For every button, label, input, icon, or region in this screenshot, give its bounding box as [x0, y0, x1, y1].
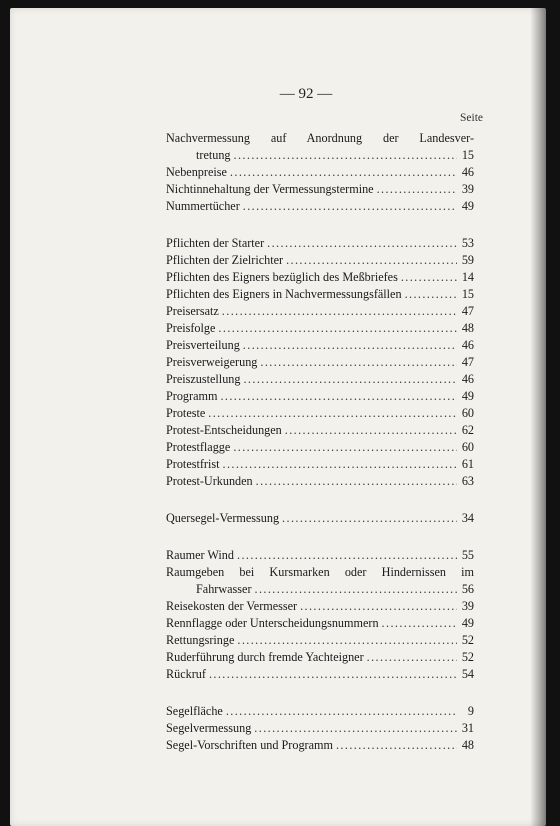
dot-leader: [300, 598, 457, 615]
entry-term: Raumer Wind: [166, 548, 234, 562]
index-entry: [166, 371, 474, 388]
entry-page-number: 9: [467, 704, 474, 718]
entry-page-number: 48: [461, 738, 474, 752]
index-entry-line: [166, 371, 474, 388]
index-entry: [166, 235, 474, 252]
entry-page-number: 52: [461, 650, 474, 664]
dot-leader: [243, 198, 457, 215]
entry-page-number: 46: [461, 338, 474, 352]
entry-term: Pflichten der Starter: [166, 236, 265, 250]
dot-leader: [243, 337, 457, 354]
dot-leader: [377, 181, 457, 198]
entry-page-number: 31: [461, 721, 474, 735]
entry-page-number: 15: [461, 287, 474, 301]
entry-term: Segel-Vorschriften und Programm: [166, 738, 333, 752]
entry-term: Pflichten der Zielrichter: [166, 253, 284, 267]
entry-term: Rennflagge oder Unterscheidungsnummern: [166, 616, 379, 630]
dot-leader: [286, 252, 457, 269]
index-list: [166, 130, 474, 754]
index-entry: [166, 286, 474, 303]
section-gap: [166, 527, 474, 547]
entry-term: Segelvermessung: [166, 721, 252, 735]
dot-leader: [336, 737, 457, 754]
entry-term: Protest-Urkunden: [166, 474, 253, 488]
index-section: [166, 547, 474, 683]
index-entry: [166, 130, 474, 164]
index-entry-line: [166, 473, 474, 490]
dot-leader: [401, 269, 457, 286]
entry-page-number: 49: [461, 616, 474, 630]
index-entry: [166, 320, 474, 337]
index-entry-line: [166, 439, 474, 456]
entry-page-number: 49: [461, 389, 474, 403]
column-header-seite: Seite: [460, 112, 483, 124]
page-edge-shadow: [530, 8, 546, 826]
dot-leader: [255, 581, 457, 598]
entry-term: Rückruf: [166, 667, 206, 681]
entry-term: Quersegel-Vermessung: [166, 511, 280, 525]
dot-leader: [226, 703, 457, 720]
index-entry: [166, 252, 474, 269]
dot-leader: [237, 547, 457, 564]
index-entry-line: [166, 456, 474, 473]
entry-term: Nebenpreise: [166, 165, 227, 179]
dot-leader: [243, 371, 457, 388]
entry-term: Preisverteilung: [166, 338, 240, 352]
dot-leader: [405, 286, 457, 303]
entry-term: Nichtinnehaltung der Vermessungstermine: [166, 182, 374, 196]
entry-page-number: 55: [461, 548, 474, 562]
entry-page-number: 15: [461, 148, 474, 162]
entry-term: Programm: [166, 389, 218, 403]
dot-leader: [218, 320, 457, 337]
entry-page-number: 14: [461, 270, 474, 284]
index-entry: [166, 473, 474, 490]
dot-leader: [234, 147, 457, 164]
dot-leader: [267, 235, 457, 252]
index-entry-line: [166, 320, 474, 337]
entry-term: Preisfolge: [166, 321, 216, 335]
index-entry-line: [166, 510, 474, 527]
index-entry: [166, 737, 474, 754]
entry-term: Proteste: [166, 406, 206, 420]
index-entry: [166, 439, 474, 456]
entry-page-number: 63: [461, 474, 474, 488]
index-entry-line: [166, 354, 474, 371]
index-entry-continuation: [166, 147, 474, 164]
index-entry-line: [166, 252, 474, 269]
index-entry: [166, 510, 474, 527]
entry-term: Protest-Entscheidungen: [166, 423, 282, 437]
index-entry-line: [166, 720, 474, 737]
index-entry-line: [166, 649, 474, 666]
index-entry: [166, 720, 474, 737]
dot-leader: [209, 666, 457, 683]
dot-leader: [382, 615, 457, 632]
entry-page-number: 62: [461, 423, 474, 437]
dot-leader: [222, 303, 457, 320]
dot-leader: [208, 405, 457, 422]
entry-page-number: 61: [461, 457, 474, 471]
dot-leader: [233, 439, 457, 456]
entry-term: Nachvermessung auf Anordnung der Landesver-: [166, 131, 474, 145]
index-entry: [166, 703, 474, 720]
index-entry-line: [166, 598, 474, 615]
index-entry: [166, 632, 474, 649]
dot-leader: [237, 632, 457, 649]
entry-page-number: 39: [461, 599, 474, 613]
index-entry-line: [166, 198, 474, 215]
entry-term: Preisersatz: [166, 304, 219, 318]
entry-term: Pflichten des Eigners bezüglich des Meßbriefes: [166, 270, 398, 284]
index-entry: [166, 269, 474, 286]
index-entry-line: [166, 632, 474, 649]
index-section: [166, 703, 474, 754]
dot-leader: [256, 473, 457, 490]
entry-term: Rettungsringe: [166, 633, 235, 647]
index-entry: [166, 547, 474, 564]
index-entry: [166, 456, 474, 473]
section-gap: [166, 215, 474, 235]
entry-term: Pflichten des Eigners in Nachvermessungsfällen: [166, 287, 402, 301]
dot-leader: [223, 456, 458, 473]
entry-page-number: 47: [461, 355, 474, 369]
entry-term: Reisekosten der Vermesser: [166, 599, 298, 613]
index-entry-line: [166, 547, 474, 564]
index-entry-line: [166, 388, 474, 405]
dot-leader: [285, 422, 457, 439]
index-entry-continuation: [166, 581, 474, 598]
entry-term: Segelfläche: [166, 704, 223, 718]
entry-page-number: 54: [461, 667, 474, 681]
book-page: [10, 8, 546, 826]
entry-page-number: 52: [461, 633, 474, 647]
entry-term: Nummertücher: [166, 199, 240, 213]
entry-page-number: 48: [461, 321, 474, 335]
index-entry: [166, 598, 474, 615]
index-entry: [166, 303, 474, 320]
entry-page-number: 39: [461, 182, 474, 196]
entry-page-number: 60: [461, 406, 474, 420]
entry-term: Protestfrist: [166, 457, 220, 471]
entry-term: Raumgeben bei Kursmarken oder Hindernissen im: [166, 565, 474, 579]
index-entry: [166, 422, 474, 439]
entry-term: Preiszustellung: [166, 372, 241, 386]
dot-leader: [220, 388, 457, 405]
index-section: [166, 510, 474, 527]
dot-leader: [282, 510, 457, 527]
index-entry-line: [166, 737, 474, 754]
index-entry: [166, 198, 474, 215]
index-entry-line: [166, 286, 474, 303]
entry-term: Fahrwasser: [196, 582, 252, 596]
entry-page-number: 47: [461, 304, 474, 318]
index-entry: [166, 615, 474, 632]
index-entry: [166, 649, 474, 666]
index-entry: [166, 181, 474, 198]
index-entry: [166, 666, 474, 683]
index-entry: [166, 388, 474, 405]
entry-term: Ruderführung durch fremde Yachteigner: [166, 650, 364, 664]
index-entry-line: [166, 703, 474, 720]
page-number: — 92 —: [279, 86, 333, 102]
index-entry-line: [166, 422, 474, 439]
index-entry: [166, 564, 474, 598]
dot-leader: [260, 354, 457, 371]
index-section: [166, 130, 474, 215]
index-entry: [166, 164, 474, 181]
entry-page-number: 60: [461, 440, 474, 454]
entry-page-number: 53: [461, 236, 474, 250]
entry-term: tretung: [196, 148, 231, 162]
index-entry-line: [166, 337, 474, 354]
index-entry: [166, 405, 474, 422]
index-entry-line: [166, 666, 474, 683]
index-section: [166, 235, 474, 490]
index-entry-line: [166, 303, 474, 320]
dot-leader: [230, 164, 457, 181]
index-entry-line: [166, 181, 474, 198]
index-entry: [166, 354, 474, 371]
section-gap: [166, 683, 474, 703]
index-entry-line: [166, 564, 474, 581]
section-gap: [166, 490, 474, 510]
entry-term: Preisverweigerung: [166, 355, 258, 369]
entry-page-number: 46: [461, 165, 474, 179]
index-entry-line: [166, 269, 474, 286]
entry-page-number: 49: [461, 199, 474, 213]
index-entry: [166, 337, 474, 354]
entry-page-number: 34: [461, 511, 474, 525]
entry-page-number: 59: [461, 253, 474, 267]
index-entry-line: [166, 164, 474, 181]
entry-page-number: 56: [461, 582, 474, 596]
dot-leader: [254, 720, 457, 737]
entry-term: Protestflagge: [166, 440, 231, 454]
index-entry-line: [166, 615, 474, 632]
dot-leader: [367, 649, 457, 666]
index-entry-line: [166, 405, 474, 422]
index-entry-line: [166, 130, 474, 147]
entry-page-number: 46: [461, 372, 474, 386]
index-entry-line: [166, 235, 474, 252]
